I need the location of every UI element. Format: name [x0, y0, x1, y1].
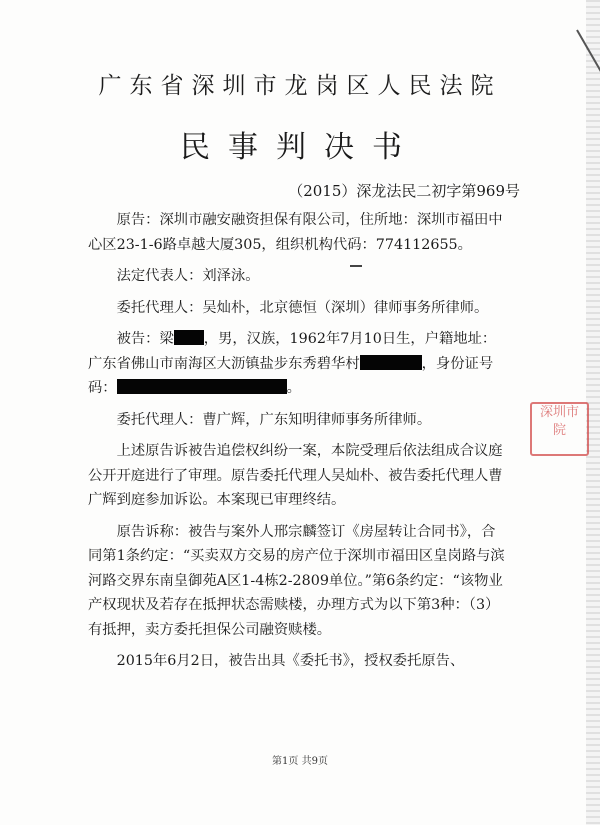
paragraph-legal-rep: 法定代表人：刘泽泳。: [116, 268, 260, 284]
case-number: （2015）深龙法民二初字第969号: [288, 182, 520, 200]
redaction-bar: [360, 355, 422, 370]
paragraph-procedure: 上述原告诉被告追偿权纠纷一案，本院受理后依法组成合议庭公开开庭进行了审理。原告委托代理人吴灿朴、被告委托代理人曹广辉到庭参加诉讼。本案现已审理终结。: [88, 443, 503, 508]
court-seal: 深圳市 院: [530, 402, 589, 456]
paragraph-claims: 原告诉称：被告与案外人邢宗麟签订《房屋转让合同书》，合同第1条约定：“买卖双方交易的房产位于深圳市福田区皇岗路与滨河路交界东南皇御苑A区1-4栋2-2809单位。”第6条约定：“该物业产权现状及若存在抵押状态需赎楼，办理方式为以下第3种：（3）有抵押，卖方委托担保公司融资赎楼。: [88, 523, 505, 638]
paragraph-plaintiff: 原告：深圳市融安融资担保有限公司，住所地：深圳市福田中心区23-1-6路卓越大厦305，组织机构代码：774112655。: [88, 212, 503, 253]
paragraph-entrustment: 2015年6月2日，被告出具《委托书》，授权委托原告、: [116, 653, 465, 669]
redaction-bar: [174, 330, 204, 345]
page-footer: 第1页 共9页: [272, 756, 328, 767]
paragraph-plaintiff-agent: 委托代理人：吴灿朴，北京德恒（深圳）律师事务所律师。: [116, 299, 489, 316]
paragraph-defendant: [88, 327, 508, 401]
document-body: [88, 208, 508, 674]
redaction-bar: [117, 379, 287, 394]
document-title: 民事判决书: [180, 130, 420, 165]
defendant-label: 被告：梁: [116, 331, 174, 347]
paragraph-defendant-agent: 委托代理人：曹广辉，广东知明律师事务所律师。: [116, 411, 432, 428]
defendant-text-id: ，身份证号码：: [88, 355, 494, 396]
defendant-text: ，男，汉族，1962年7月10日生，户籍地址：广东省佛山市南海区大沥镇盐步东秀碧华村: [88, 331, 497, 372]
defendant-text-end: 。: [286, 380, 301, 396]
court-name: 广东省深圳市龙岗区人民法院: [98, 73, 502, 99]
